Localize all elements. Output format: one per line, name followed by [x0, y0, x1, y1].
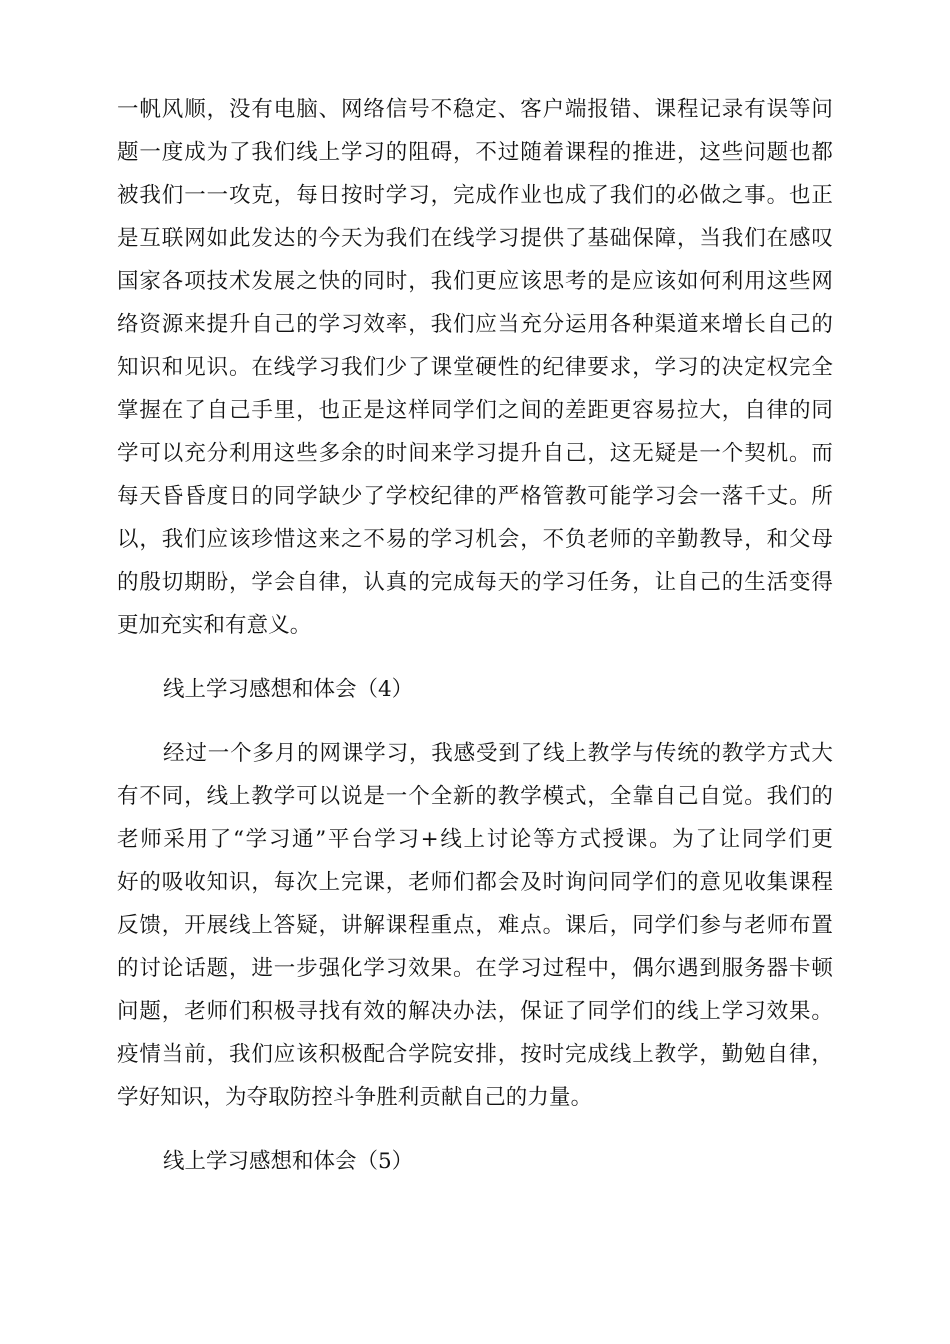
text-line: 有不同，线上教学可以说是一个全新的教学模式，全靠自己自觉。我们的: [117, 784, 833, 809]
text-line: 被我们一一攻克，每日按时学习，完成作业也成了我们的必做之事。也正: [117, 183, 833, 208]
text-line: 经过一个多月的网课学习，我感受到了线上教学与传统的教学方式大: [163, 741, 833, 766]
text-line: 反馈，开展线上答疑，讲解课程重点，难点。课后，同学们参与老师布置: [117, 913, 833, 938]
text-line: 题一度成为了我们线上学习的阻碍，不过随着课程的推进，这些问题也都: [117, 140, 833, 165]
text-line: 一帆风顺，没有电脑、网络信号不稳定、客户端报错、课程记录有误等问: [117, 97, 833, 122]
text-line: 学可以充分利用这些多余的时间来学习提升自己，这无疑是一个契机。而: [117, 441, 833, 466]
section-heading-5: 线上学习感想和体会（5）: [163, 1149, 414, 1174]
text-line: 国家各项技术发展之快的同时，我们更应该思考的是应该如何利用这些网: [117, 269, 833, 294]
text-line: 以，我们应该珍惜这来之不易的学习机会，不负老师的辛勤教导，和父母: [117, 527, 833, 552]
text-line: 的殷切期盼，学会自律，认真的完成每天的学习任务，让自己的生活变得: [117, 570, 833, 595]
text-line: 好的吸收知识，每次上完课，老师们都会及时询问同学们的意见收集课程: [117, 870, 833, 895]
text-line: 络资源来提升自己的学习效率，我们应当充分运用各种渠道来增长自己的: [117, 312, 833, 337]
text-line: 老师采用了“学习通”平台学习+线上讨论等方式授课。为了让同学们更: [117, 827, 833, 852]
text-line: 的讨论话题，进一步强化学习效果。在学习过程中，偶尔遇到服务器卡顿: [117, 956, 833, 981]
text-line: 更加充实和有意义。: [117, 613, 312, 638]
text-line: 知识和见识。在线学习我们少了课堂硬性的纪律要求，学习的决定权完全: [117, 355, 833, 380]
section-heading-4: 线上学习感想和体会（4）: [163, 677, 414, 702]
text-line: 掌握在了自己手里，也正是这样同学们之间的差距更容易拉大，自律的同: [117, 398, 833, 423]
text-line: 每天昏昏度日的同学缺少了学校纪律的严格管教可能学习会一落千丈。所: [117, 484, 833, 509]
text-line: 疫情当前，我们应该积极配合学院安排，按时完成线上教学，勤勉自律，: [117, 1042, 833, 1067]
text-line: 是互联网如此发达的今天为我们在线学习提供了基础保障，当我们在感叹: [117, 226, 833, 251]
text-line: 学好知识，为夺取防控斗争胜利贡献自己的力量。: [117, 1085, 593, 1110]
text-line: 问题，老师们积极寻找有效的解决办法，保证了同学们的线上学习效果。: [117, 999, 833, 1024]
